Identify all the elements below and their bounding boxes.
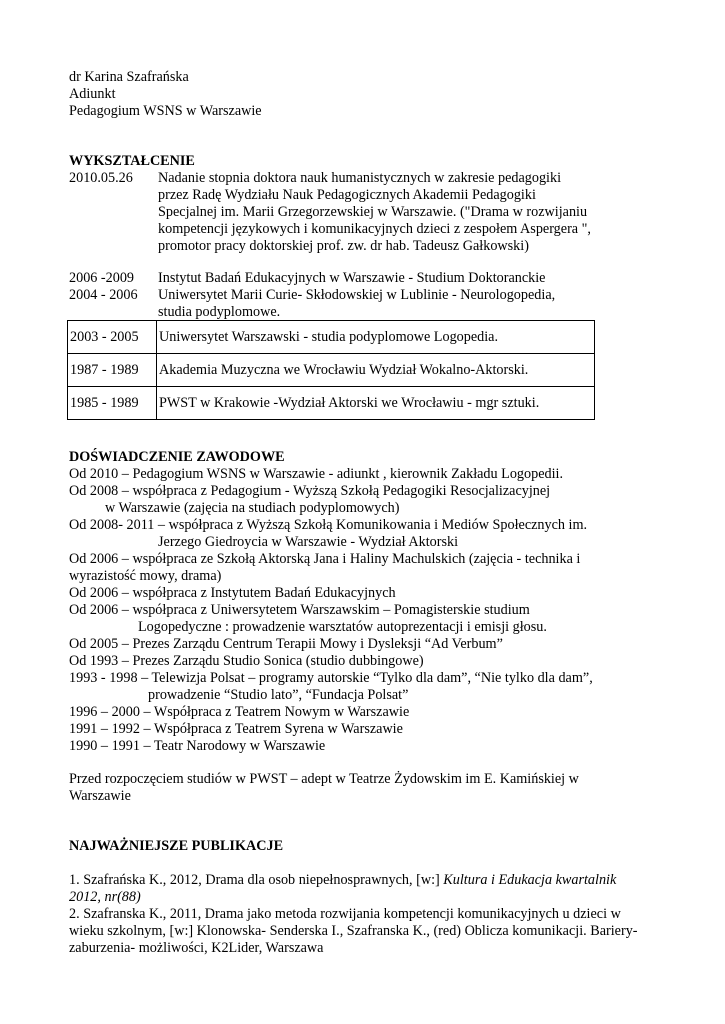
table-row	[68, 321, 595, 354]
doctorate-line: przez Radę Wydziału Nauk Pedagogicznych Akademii Pedagogiki	[158, 187, 536, 203]
publication-journal: Kultura i Edukacja kwartalnik	[443, 872, 617, 888]
publication-item: 2. Szafranska K., 2011, Drama jako metoda rozwijania kompetencji komunikacyjnych u dzieci w	[69, 906, 621, 922]
education-period: 2004 - 2006	[69, 287, 138, 303]
experience-line: w Warszawie (zajęcia na studiach podyplomowych)	[105, 500, 400, 516]
experience-line: Od 1993 – Prezes Zarządu Studio Sonica (studio dubbingowe)	[69, 653, 424, 669]
experience-line: 1996 – 2000 – Współpraca z Teatrem Nowym w Warszawie	[69, 704, 410, 720]
experience-line: Od 2010 – Pedagogium WSNS w Warszawie - adiunkt , kierownik Zakładu Logopedii.	[69, 466, 564, 482]
experience-line: 1993 - 1998 – Telewizja Polsat – programy autorskie “Tylko dla dam”, “Nie tylko dla dam”,	[69, 670, 593, 686]
experience-line: 1991 – 1992 – Współpraca z Teatrem Syrena w Warszawie	[69, 721, 403, 737]
publication-item: wieku szkolnym, [w:] Klonowska- Senderska I., Szafranska K., (red) Oblicza komunikacji. Bariery-	[69, 923, 638, 939]
table-cell-period: 1985 - 1989	[68, 387, 157, 420]
experience-line: Od 2005 – Prezes Zarządu Centrum Terapii Mowy i Dysleksji “Ad Verbum”	[69, 636, 503, 652]
experience-line: Od 2008 – współpraca z Pedagogium - Wyższą Szkołą Pedagogiki Resocjalizacyjnej	[69, 483, 551, 499]
education-desc: Instytut Badań Edukacyjnych w Warszawie - Studium Doktoranckie	[158, 270, 546, 286]
table-row	[68, 387, 595, 420]
experience-line: 1990 – 1991 – Teatr Narodowy w Warszawie	[69, 738, 326, 754]
author-name: dr Karina Szafrańska	[69, 69, 189, 85]
table-cell-desc: Akademia Muzyczna we Wrocławiu Wydział Wokalno-Aktorski.	[157, 354, 595, 387]
doctorate-date: 2010.05.26	[69, 170, 133, 186]
table-cell-desc: Uniwersytet Warszawski - studia podyplomowe Logopedia.	[157, 321, 595, 354]
author-institution: Pedagogium WSNS w Warszawie	[69, 103, 262, 119]
publication-item	[69, 889, 141, 906]
experience-line: Logopedyczne : prowadzenie warsztatów autoprezentacji i emisji głosu.	[138, 619, 547, 635]
publication-item	[69, 872, 616, 889]
experience-line: prowadzenie “Studio lato”, “Fundacja Polsat”	[148, 687, 409, 703]
doctorate-line: kompetencji językowych i komunikacyjnych dzieci z zespołem Aspergera ",	[158, 221, 591, 237]
experience-note: Warszawie	[69, 788, 131, 804]
experience-line: Od 2006 – współpraca z Instytutem Badań Edukacyjnych	[69, 585, 396, 601]
publication-text: 1. Szafrańska K., 2012, Drama dla osob niepełnosprawnych, [w:]	[69, 872, 444, 888]
experience-line: Od 2006 – współpraca z Uniwersytetem Warszawskim – Pomagisterskie studium	[69, 602, 530, 618]
education-heading: WYKSZTAŁCENIE	[69, 153, 195, 169]
publication-item: zaburzenia- możliwości, K2Lider, Warszawa	[69, 940, 324, 956]
author-position: Adiunkt	[69, 86, 116, 102]
table-cell-desc: PWST w Krakowie -Wydział Aktorski we Wrocławiu - mgr sztuki.	[157, 387, 595, 420]
experience-line: wyrazistość mowy, drama)	[69, 568, 222, 584]
education-table	[67, 320, 595, 420]
education-desc: Uniwersytet Marii Curie- Skłodowskiej w Lublinie - Neurologopedia,	[158, 287, 556, 303]
experience-heading: DOŚWIADCZENIE ZAWODOWE	[69, 449, 285, 465]
doctorate-line: promotor pracy doktorskiej prof. zw. dr hab. Tadeusz Gałkowski)	[158, 238, 529, 254]
publications-heading: NAJWAŻNIEJSZE PUBLIKACJE	[69, 838, 284, 854]
experience-line: Jerzego Giedroycia w Warszawie - Wydział Aktorski	[158, 534, 459, 550]
doctorate-line: Specjalnej im. Marii Grzegorzewskiej w Warszawie. ("Drama w rozwijaniu	[158, 204, 588, 220]
experience-line: Od 2008- 2011 – współpraca z Wyższą Szkołą Komunikowania i Mediów Społecznych im.	[69, 517, 588, 533]
table-cell-period: 2003 - 2005	[68, 321, 157, 354]
publication-journal-issue: 2012, nr(88)	[69, 889, 141, 905]
experience-line: Od 2006 – współpraca ze Szkołą Aktorską Jana i Haliny Machulskich (zajęcia - technika i	[69, 551, 581, 567]
doctorate-line: Nadanie stopnia doktora nauk humanistycznych w zakresie pedagogiki	[158, 170, 562, 186]
table-row	[68, 354, 595, 387]
experience-note: Przed rozpoczęciem studiów w PWST – adept w Teatrze Żydowskim im E. Kamińskiej w	[69, 771, 579, 787]
education-period: 2006 -2009	[69, 270, 135, 286]
education-desc: studia podyplomowe.	[158, 304, 281, 320]
table-cell-period: 1987 - 1989	[68, 354, 157, 387]
